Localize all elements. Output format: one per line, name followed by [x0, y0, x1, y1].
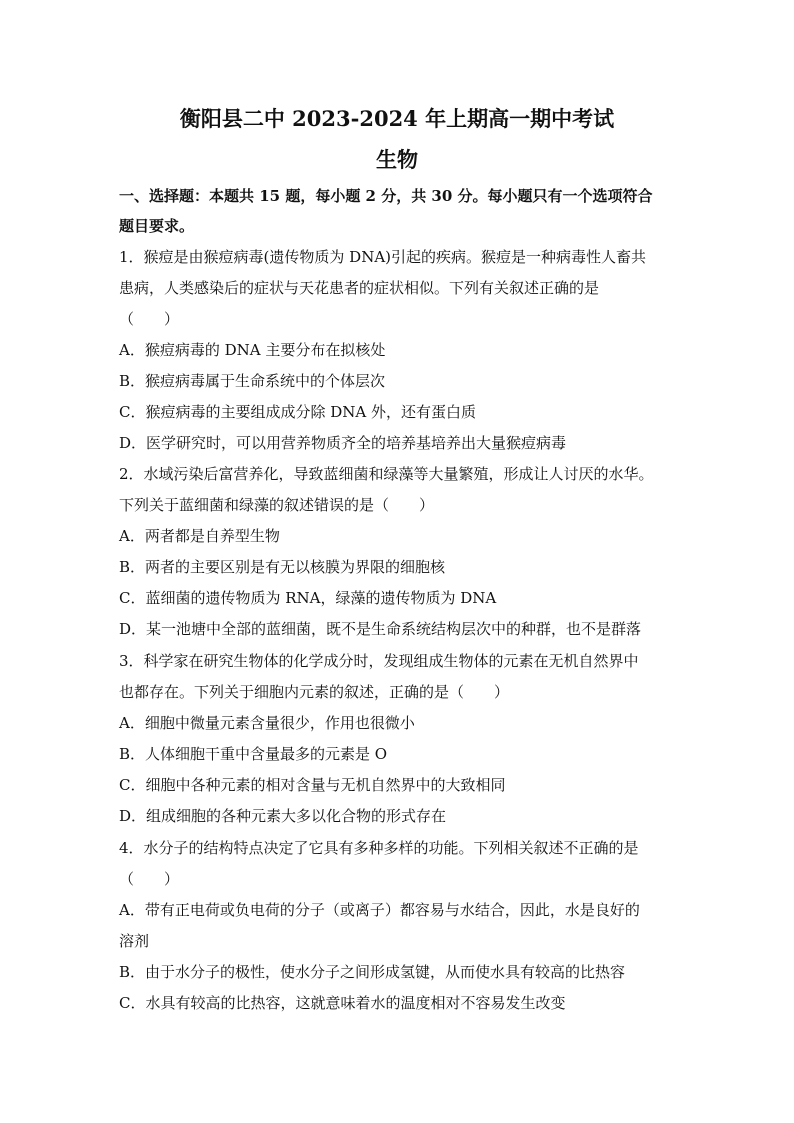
question-3-stem: 也都存在。下列关于细胞内元素的叙述，正确的是（ ） — [119, 683, 510, 701]
question-4-option-b: B．由于水分子的极性，使水分子之间形成氢键，从而使水具有较高的比热容 — [119, 963, 626, 981]
question-4-stem: 4．水分子的结构特点决定了它具有多种多样的功能。下列相关叙述不正确的是 — [119, 839, 639, 857]
question-3-option-a: A．细胞中微量元素含量很少，作用也很微小 — [119, 714, 415, 732]
question-1-stem: 患病，人类感染后的症状与天花患者的症状相似。下列有关叙述正确的是 — [119, 279, 600, 297]
question-1-option-d: D．医学研究时，可以用营养物质齐全的培养基培养出大量猴痘病毒 — [119, 434, 567, 452]
question-1-option-b: B．猴痘病毒属于生命系统中的个体层次 — [119, 372, 386, 390]
question-3-stem: 3．科学家在研究生物体的化学成分时，发现组成生物体的元素在无机自然界中 — [119, 652, 639, 670]
question-2-option-c: C．蓝细菌的遗传物质为 RNA，绿藻的遗传物质为 DNA — [119, 589, 497, 607]
question-1-option-a: A．猴痘病毒的 DNA 主要分布在拟核处 — [119, 341, 386, 359]
question-3-option-b: B．人体细胞干重中含量最多的元素是 O — [119, 745, 388, 763]
exam-title: 衡阳县二中 2023-2024 年上期高一期中考试 — [179, 106, 615, 131]
section-heading-cont: 题目要求。 — [119, 217, 195, 235]
question-1-stem: 1．猴痘是由猴痘病毒(遗传物质为 DNA)引起的疾病。猴痘是一种病毒性人畜共 — [119, 248, 647, 266]
question-2-option-a: A．两者都是自养型生物 — [119, 527, 280, 545]
question-1-answer-blank: （ ） — [119, 310, 180, 328]
question-2-stem: 2．水域污染后富营养化，导致蓝细菌和绿藻等大量繁殖，形成让人讨厌的水华。 — [119, 465, 654, 483]
question-4-option-a: A．带有正电荷或负电荷的分子（或离子）都容易与水结合，因此，水是良好的 — [119, 901, 640, 919]
question-4-option-a-cont: 溶剂 — [119, 932, 150, 950]
question-2-option-b: B．两者的主要区别是有无以核膜为界限的细胞核 — [119, 558, 446, 576]
question-2-option-d: D．某一池塘中全部的蓝细菌，既不是生命系统结构层次中的种群，也不是群落 — [119, 620, 642, 638]
question-2-stem: 下列关于蓝细菌和绿藻的叙述错误的是（ ） — [119, 496, 435, 514]
section-heading: 一、选择题：本题共 15 题，每小题 2 分，共 30 分。每小题只有一个选项符合 — [119, 187, 653, 205]
question-1-option-c: C．猴痘病毒的主要组成成分除 DNA 外，还有蛋白质 — [119, 403, 476, 421]
question-4-answer-blank: （ ） — [119, 870, 180, 888]
question-3-option-d: D．组成细胞的各种元素大多以化合物的形式存在 — [119, 807, 447, 825]
question-3-option-c: C．细胞中各种元素的相对含量与无机自然界中的大致相同 — [119, 776, 506, 794]
subject-title: 生物 — [376, 147, 418, 172]
question-4-option-c: C．水具有较高的比热容，这就意味着水的温度相对不容易发生改变 — [119, 994, 566, 1012]
